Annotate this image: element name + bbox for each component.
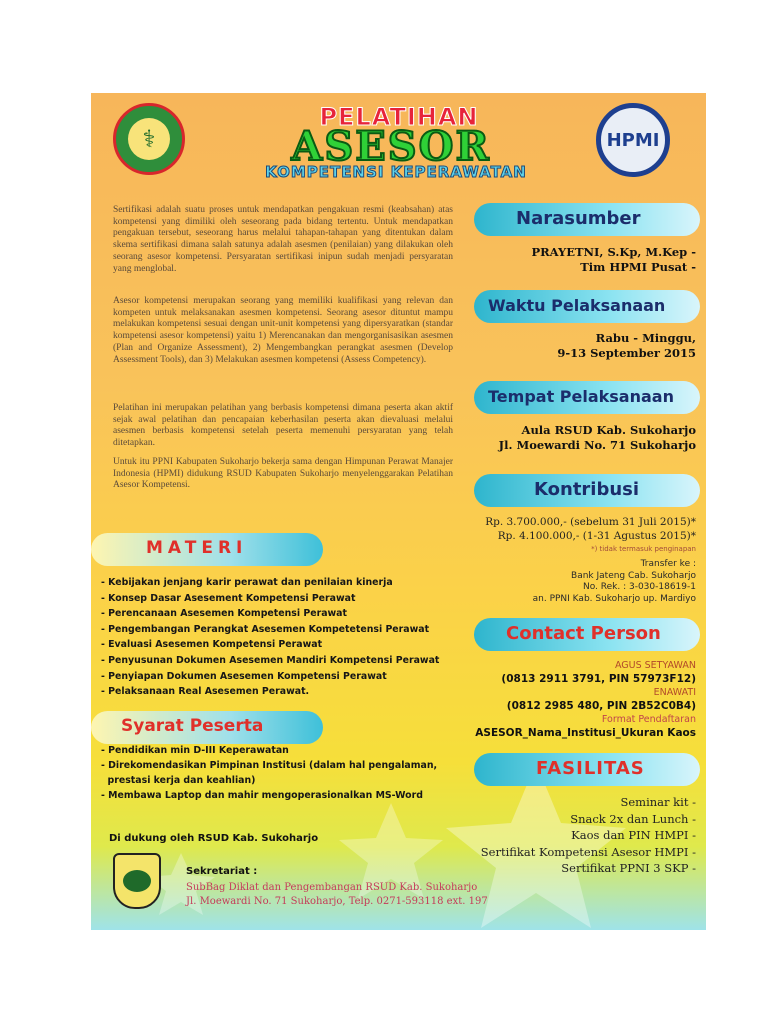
title-pelatihan: PELATIHAN bbox=[319, 103, 479, 131]
waktu-info bbox=[557, 331, 696, 361]
contact-header bbox=[474, 618, 700, 651]
tempat-title: Tempat Pelaksanaan bbox=[488, 387, 674, 406]
waktu-dates: 9-13 September 2015 bbox=[557, 346, 696, 360]
materi-item: - Evaluasi Asesemen Kompetensi Perawat bbox=[101, 639, 323, 651]
tempat-header bbox=[474, 381, 700, 414]
waktu-title: Waktu Pelaksanaan bbox=[488, 296, 666, 315]
transfer-label: Transfer ke : bbox=[640, 559, 696, 569]
title-asesor: ASESOR bbox=[291, 123, 491, 170]
fasilitas-list bbox=[481, 794, 696, 877]
contact-name-2: ENAWATI bbox=[653, 687, 696, 698]
contact-title: Contact Person bbox=[506, 623, 661, 644]
tempat-venue: Aula RSUD Kab. Sukoharjo bbox=[521, 423, 696, 437]
fasilitas-item: Snack 2x dan Lunch - bbox=[570, 811, 696, 826]
intro-paragraph-3: Pelatihan ini merupakan pelatihan yang berbasis kompetensi dimana peserta akan aktif sejak awal pelatihan dan pencapaian keberhasilan peserta akan dievaluasi melalui asesmen berbasis kompetensi setelah peserta memenuhi persyaratan yang telah ditetapkan. bbox=[113, 403, 453, 449]
syarat-item: prestasi kerja dan keahlian) bbox=[101, 775, 256, 786]
sekretariat-info bbox=[186, 881, 488, 909]
fasilitas-item: Sertifikat Kompetensi Asesor HMPI - bbox=[480, 844, 696, 859]
narasumber-name: PRAYETNI, S.Kp, M.Kep - bbox=[531, 245, 696, 259]
syarat-item: - Pendidikan min D-III Keperawatan bbox=[101, 745, 289, 756]
syarat-list bbox=[101, 743, 437, 803]
materi-list bbox=[101, 575, 439, 700]
materi-header bbox=[91, 533, 323, 566]
syarat-header bbox=[91, 711, 323, 744]
ppni-logo bbox=[113, 103, 185, 175]
materi-item: - Konsep Dasar Asesement Kompetensi Perawat bbox=[101, 592, 356, 604]
poster bbox=[91, 93, 706, 930]
syarat-title: Syarat Peserta bbox=[121, 716, 264, 736]
syarat-item: - Direkomendasikan Pimpinan Institusi (dalam hal pengalaman, bbox=[101, 760, 438, 771]
transfer-an: an. PPNI Kab. Sukoharjo up. Mardiyo bbox=[532, 593, 696, 604]
sukoharjo-logo bbox=[113, 853, 161, 909]
fasilitas-header bbox=[474, 753, 700, 786]
kontribusi-prices bbox=[485, 515, 696, 543]
syarat-item: - Membawa Laptop dan mahir mengoperasionalkan MS-Word bbox=[101, 790, 423, 801]
materi-item: - Penyusunan Dokumen Asesemen Mandiri Kompetensi Perawat bbox=[101, 654, 440, 666]
hpmi-logo-text: HPMI bbox=[606, 129, 660, 151]
kontribusi-note: *) tidak termasuk penginapan bbox=[591, 545, 696, 553]
fasilitas-item: Seminar kit - bbox=[620, 795, 696, 809]
format-label: Format Pendaftaran bbox=[601, 714, 696, 725]
tempat-info bbox=[499, 423, 696, 453]
narasumber-info bbox=[531, 245, 696, 275]
hpmi-logo bbox=[596, 103, 670, 177]
fasilitas-item: Sertifikat PPNI 3 SKP - bbox=[561, 861, 696, 875]
materi-item: - Perencanaan Asesemen Kompetensi Perawat bbox=[101, 608, 347, 620]
contact-name-1: AGUS SETYAWAN bbox=[614, 660, 696, 671]
narasumber-title: Narasumber bbox=[516, 208, 641, 229]
sekretariat-line-2: Jl. Moewardi No. 71 Sukoharjo, Telp. 0271-593118 ext. 197 bbox=[186, 896, 488, 907]
waktu-header bbox=[474, 290, 700, 323]
narasumber-header bbox=[474, 203, 700, 236]
materi-item: - Kebijakan jenjang karir perawat dan penilaian kinerja bbox=[101, 577, 393, 588]
intro-paragraph-4: Untuk itu PPNI Kabupaten Sukoharjo bekerja sama dengan Himpunan Perawat Manajer Indonesia (HPMI) didukung RSUD Kabupaten Sukoharjo menyelenggarakan Pelatihan Asesor Kompetensi. bbox=[113, 457, 453, 491]
kontribusi-price-1: Rp. 3.700.000,- (sebelum 31 Juli 2015)* bbox=[485, 516, 696, 528]
intro-paragraph-2: Asesor kompetensi merupakan seorang yang memiliki kualifikasi yang relevan dan kompeten untuk melaksanakan asesmen kompetensi. Seorang asesor dituntut mampu melakukan kompetensi sesuai dengan unit-unit kompetensi yang dipersyaratkan (standar kompetensi asesor kompetensi) yaitu 1) Merencanakan dan mengorganisasikan asesmen (Plan and Organize Assessment), 2) Mengembangkan perangkat asesmen (Develop Assessment Tools), dan 3) Melakukan asesmen kompetensi (Assess Competency). bbox=[113, 296, 453, 365]
title-kompetensi: KOMPETENSI KEPERAWATAN bbox=[265, 163, 527, 181]
fasilitas-item: Kaos dan PIN HMPI - bbox=[571, 828, 696, 842]
transfer-rek: No. Rek. : 3-030-18619-1 bbox=[582, 582, 696, 592]
fasilitas-title: FASILITAS bbox=[536, 758, 645, 779]
kontribusi-price-2: Rp. 4.100.000,- (1-31 Agustus 2015)* bbox=[497, 530, 696, 542]
sukoharjo-emblem-icon bbox=[123, 870, 151, 892]
format-value: ASESOR_Nama_Institusi_Ukuran Kaos bbox=[475, 726, 696, 739]
kontribusi-header bbox=[474, 474, 700, 507]
contact-info bbox=[475, 659, 696, 740]
contact-phone-2: (0812 2985 480, PIN 2B52C0B4) bbox=[506, 699, 696, 712]
sekretariat-label: Sekretariat : bbox=[186, 866, 258, 877]
contact-phone-1: (0813 2911 3791, PIN 57973F12) bbox=[501, 672, 696, 685]
intro-paragraph-1: Sertifikasi adalah suatu proses untuk mendapatkan pengakuan resmi (keabsahan) atas kompetensi yang dimiliki oleh seseorang pada bidang tertentu. Untuk mendapatkan pengakuan tersebut, seseorang harus melalui tahapan-tahapan yang ditentukan dalam skema sertifikasi dimana salah satunya adalah asesmen (penilaian) yang dilakukan oleh seorang asesor kompetensi. Persyaratan sertifikasi inipun sudah menjadi persyaratan yang menglobal. bbox=[113, 205, 453, 274]
materi-item: - Pelaksanaan Real Asesemen Perawat. bbox=[101, 686, 310, 698]
kontribusi-title: Kontribusi bbox=[534, 479, 640, 500]
waktu-days: Rabu - Minggu, bbox=[595, 331, 696, 345]
sekretariat-line-1: SubBag Diklat dan Pengembangan RSUD Kab. Sukoharjo bbox=[186, 882, 478, 893]
materi-item: - Penyiapan Dokumen Asesemen Kompetensi Perawat bbox=[101, 670, 387, 682]
dukung-text: Di dukung oleh RSUD Kab. Sukoharjo bbox=[109, 833, 319, 844]
caduceus-icon: ⚕ bbox=[128, 118, 170, 160]
materi-item: - Pengembangan Perangkat Asesemen Kompetetensi Perawat bbox=[101, 623, 430, 635]
narasumber-team: Tim HPMI Pusat - bbox=[580, 260, 696, 274]
tempat-address: Jl. Moewardi No. 71 Sukoharjo bbox=[498, 438, 696, 452]
materi-title: MATERI bbox=[146, 538, 248, 558]
transfer-info bbox=[533, 559, 696, 605]
transfer-bank: Bank Jateng Cab. Sukoharjo bbox=[571, 570, 696, 581]
